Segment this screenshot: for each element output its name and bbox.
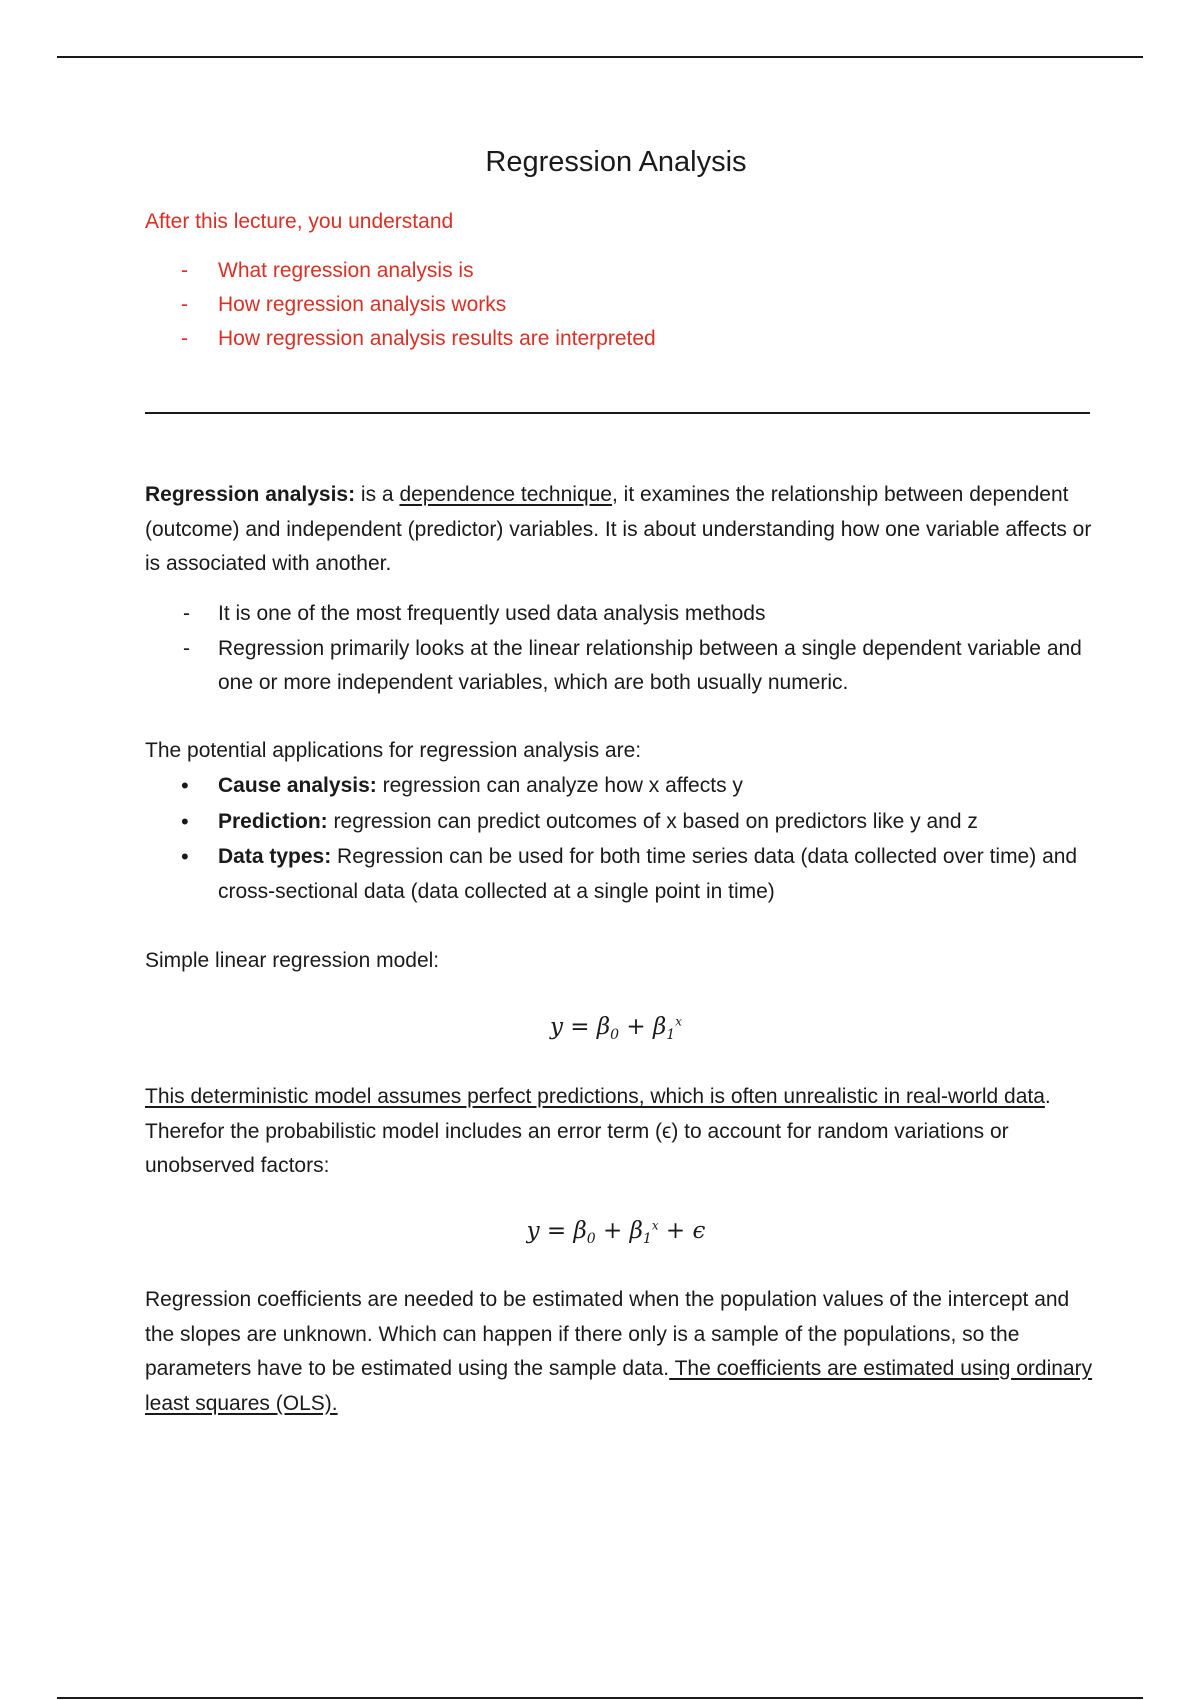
deterministic-paragraph	[145, 1080, 1095, 1184]
model-heading: Simple linear regression model:	[145, 949, 440, 972]
formula-lhs: y =	[549, 1014, 597, 1040]
dash-marker: -	[183, 602, 190, 625]
dash-marker: -	[181, 293, 188, 316]
note-item	[145, 632, 1095, 701]
dash-marker: -	[181, 327, 188, 350]
probabilistic-formula	[0, 1218, 1200, 1247]
objectives-heading: After this lecture, you understand	[145, 210, 454, 233]
objective-text: How regression analysis results are interpreted	[218, 327, 656, 350]
deterministic-rest: . Therefor the probabilistic model includes an error term (ϵ) to account for random variations or unobserved factors:	[145, 1085, 1051, 1177]
application-item	[145, 769, 1095, 804]
coefficients-underlined: The coefficients are estimated using ordinary least squares (OLS).	[145, 1357, 1093, 1415]
beta-one: β	[653, 1014, 667, 1040]
bullet-marker: •	[181, 808, 189, 834]
application-label: Cause analysis:	[218, 774, 377, 797]
application-label: Prediction:	[218, 809, 328, 833]
objective-item	[145, 290, 656, 324]
beta-zero-subscript: 0	[586, 1231, 596, 1247]
intro-paragraph	[145, 478, 1095, 582]
objective-item	[145, 324, 656, 358]
dependence-technique-link: dependence technique	[399, 483, 612, 506]
deterministic-formula	[0, 1014, 1200, 1043]
note-text: It is one of the most frequently used data analysis methods	[218, 602, 766, 625]
applications-list	[145, 769, 1095, 910]
objective-text: How regression analysis works	[218, 293, 507, 316]
bullet-marker: •	[181, 773, 189, 798]
page-title: Regression Analysis	[485, 146, 747, 178]
note-text: Regression primarily looks at the linear relationship between a single dependent variable and one or more independent variables, which are both usually numeric.	[218, 636, 1082, 694]
plus-sign: +	[619, 1014, 653, 1040]
plus-sign: +	[595, 1218, 630, 1244]
objective-text: What regression analysis is	[218, 259, 474, 282]
notes-list	[145, 597, 1095, 701]
x-superscript: x	[675, 1014, 682, 1029]
objective-item	[145, 256, 656, 290]
beta-one-subscript: 1	[666, 1027, 676, 1043]
page-top-rule	[57, 56, 1143, 58]
intro-text-1: is a	[355, 483, 400, 506]
beta-one: β	[629, 1218, 643, 1244]
page-bottom-rule	[57, 1697, 1143, 1699]
dash-marker: -	[181, 259, 188, 282]
beta-zero-subscript: 0	[610, 1027, 620, 1043]
intro-term: Regression analysis:	[145, 483, 356, 506]
application-text: regression can analyze how x affects y	[376, 774, 743, 797]
coefficients-text: Regression coefficients are needed to be estimated when the population values of the intercept and the slopes are unknown. Which can happen if there only is a sample of the populations, so the parameters have to be estimated using the sample data.	[145, 1288, 1070, 1380]
objectives-list	[145, 256, 656, 358]
beta-zero: β	[573, 1218, 587, 1244]
applications-heading: The potential applications for regression analysis are:	[145, 739, 642, 762]
intro-text-2: , it examines the relationship between dependent (outcome) and independent (predictor) variables. It is about understanding how one variable affects or is associated with another.	[145, 483, 1092, 575]
section-divider	[145, 412, 1090, 414]
beta-one-subscript: 1	[642, 1231, 652, 1247]
error-term: + ϵ	[658, 1218, 706, 1244]
bullet-marker: •	[181, 844, 189, 869]
formula-lhs: y =	[526, 1218, 574, 1244]
beta-zero: β	[596, 1014, 611, 1040]
dash-marker: -	[183, 636, 190, 660]
note-item	[145, 597, 1095, 632]
application-item	[145, 805, 1095, 840]
application-text: regression can predict outcomes of x based on predictors like y and z	[327, 809, 978, 833]
application-label: Data types:	[218, 845, 332, 868]
x-superscript: x	[651, 1218, 659, 1233]
coefficients-paragraph	[145, 1283, 1095, 1421]
deterministic-underlined: This deterministic model assumes perfect predictions, which is often unrealistic in real-world data	[145, 1085, 1045, 1108]
application-item	[145, 840, 1095, 909]
application-text: Regression can be used for both time series data (data collected over time) and cross-sectional data (data collected at a single point in time)	[218, 845, 1078, 903]
